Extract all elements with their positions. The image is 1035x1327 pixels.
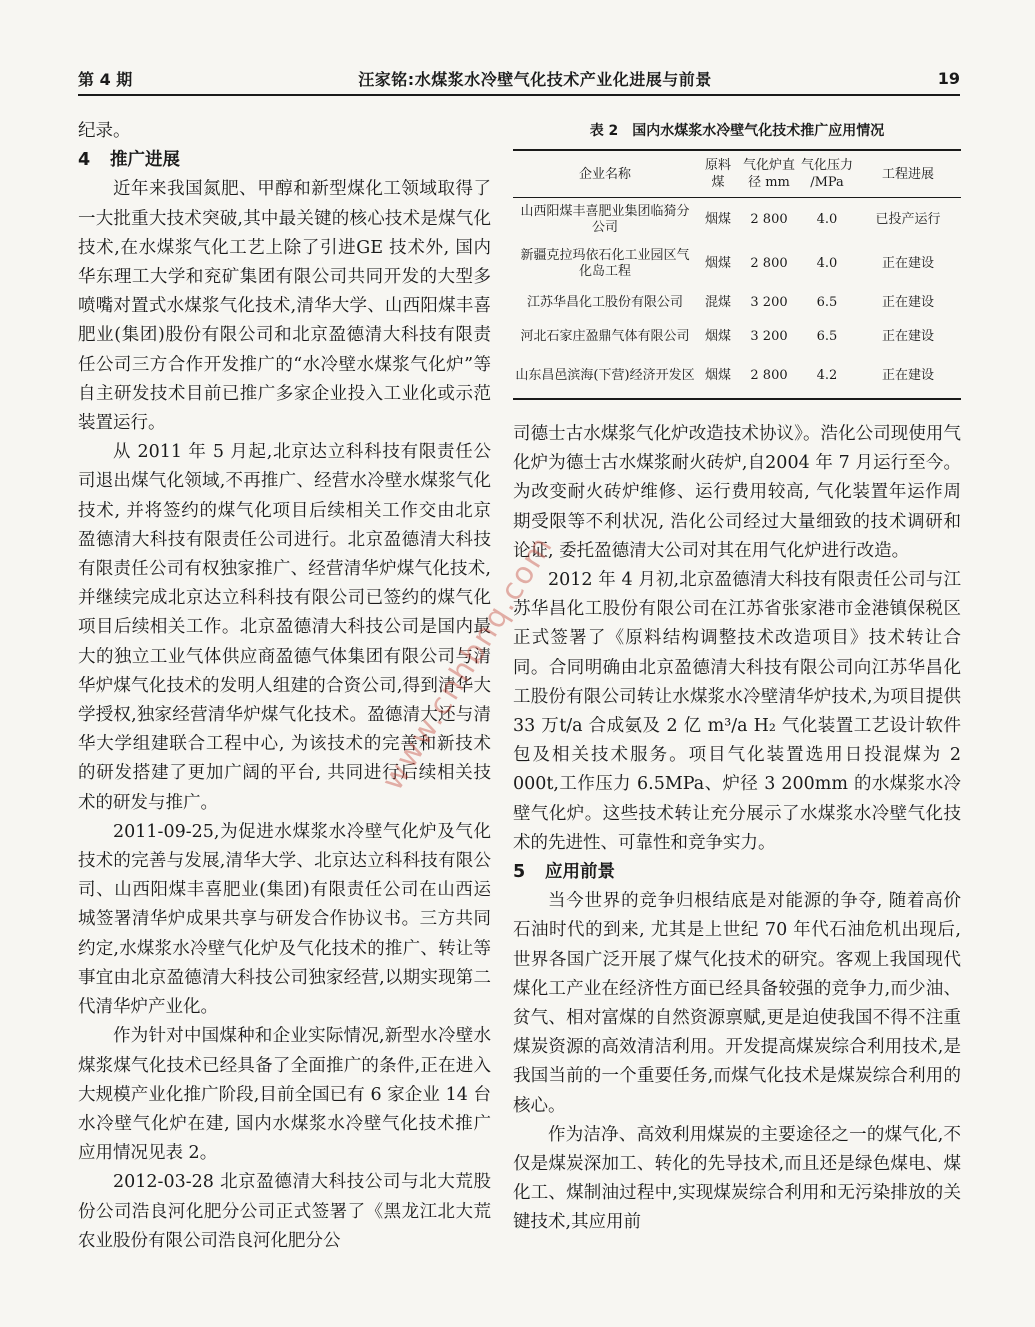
table-row — [513, 198, 961, 243]
left-column — [78, 117, 491, 1256]
cell-pressure: 6.5 — [816, 329, 838, 344]
cell-raw: 烟煤 — [704, 256, 731, 271]
page-header — [78, 62, 960, 96]
paragraph: 从 2011 年 5 月起,北京达立科科技有限责任公司退出煤气化领域,不再推广、经营水冷壁水煤浆气化技术, 并将签约的煤气化项目后续相关工作交由北京盈德清大科技有限责任公司进行。北京盈德清大科技有限责任公司有权独家推广、经营清华炉煤气化技术,并继续完成北京达立科科技有限公司已签约的煤气化项目后续相关工作。北京盈德清大科技公司是国内最大的独立工业气体供应商盈德气体集团有限公司与清华炉煤气化技术的发明人组建的合资公司,得到清华大学授权,独家经营清华炉煤气化技术。盈德清大还与清华大学组建联合工程中心, 为该技术的完善和新技术的研发搭建了更加广阔的平台, 共同进行后续相关技术的研发与推广。 — [78, 442, 491, 813]
cell-progress: 正在建设 — [881, 256, 934, 271]
paragraph: 2011-09-25,为促进水煤浆水冷壁气化炉及气化技术的完善与发展,清华大学、北京达立科科技有限公司、山西阳煤丰喜肥业(集团)有限责任公司在山西运城签署清华炉成果共享与研发合作协议书。三方共同约定,水煤浆水冷壁气化炉及气化技术的推广、转让等事宜由北京盈德清大科技公司独家经营,以期实现第二代清华炉产业化。 — [78, 821, 491, 1018]
header-diameter: 气化炉直径 mm — [739, 150, 799, 198]
cell-raw: 混煤 — [704, 295, 731, 310]
table-2 — [513, 117, 961, 400]
cell-raw: 烟煤 — [704, 329, 731, 344]
cell-progress: 正在建设 — [881, 295, 934, 310]
section-heading-4: 4 推广进展 — [78, 150, 180, 171]
header-progress: 工程进展 — [855, 150, 961, 198]
paragraph: 当今世界的竞争归根结底是对能源的争夺, 随着高价石油时代的到来, 尤其是上世纪 70 年代石油危机出现后,世界各国广泛开展了煤气化技术的研究。客观上我国现代煤化工产业在经济性方面已经具备较强的竞争力,而少油、贫气、相对富煤的自然资源禀赋,更是迫使我国不得不注重煤炭资源的高效清洁利用。开发提高煤炭综合利用技术,是我国当前的一个重要任务,而煤气化技术是煤炭综合利用的核心。 — [513, 891, 961, 1116]
cell-company: 山东昌邑滨海(下营)经济开发区 — [515, 368, 695, 383]
header-company: 企业名称 — [513, 150, 697, 198]
page-number: 19 — [937, 68, 960, 88]
cell-progress: 正在建设 — [881, 368, 934, 383]
cell-progress: 已投产运行 — [875, 212, 941, 227]
running-title: 汪家铭:水煤浆水冷壁气化技术产业化进展与前景 — [358, 69, 712, 89]
cell-diameter: 2 800 — [750, 368, 788, 383]
cell-diameter: 3 200 — [750, 295, 788, 310]
table-caption: 表 2 国内水煤浆水冷壁气化技术推广应用情况 — [589, 123, 885, 139]
paragraph: 作为洁净、高效利用煤炭的主要途径之一的煤气化,不仅是煤炭深加工、转化的先导技术,而且还是绿色煤电、煤化工、煤制油过程中,实现煤炭综合利用和无污染排放的关键技术,其应用前 — [513, 1124, 961, 1233]
header-pressure: 气化压力 /MPa — [799, 150, 855, 198]
table-row — [513, 354, 961, 399]
paragraph: 司德士古水煤浆气化炉改造技术协议》。浩化公司现使用气化炉为德士古水煤浆耐火砖炉,自2004 年 7 月运行至今。为改变耐火砖炉维修、运行费用较高, 气化装置年运作周期受限等不利状况, 浩化公司经过大量细致的技术调研和论证, 委托盈德清大公司对其在用气化炉进行改造。 — [513, 424, 961, 561]
right-column — [513, 420, 961, 1238]
paragraph: 2012 年 4 月初,北京盈德清大科技有限责任公司与江苏华昌化工股份有限公司在江苏省张家港市金港镇保税区正式签署了《原料结构调整技术改造项目》技术转让合同。合同明确由北京盈德清大科技有限公司向江苏华昌化工股份有限公司转让水煤浆水冷壁清华炉技术,为项目提供 33 万t/a 合成氨及 2 亿 m³/a H₂ 气化装置工艺设计软件包及相关技术服务。项目气化装置选用日投混煤为 2 000t,工作压力 6.5MPa、炉径 3 200mm 的水煤浆水冷壁气化炉。这些技术转让充分展示了水煤浆水冷壁气化技术的先进性、可靠性和竞争实力。 — [513, 570, 961, 853]
paragraph: 纪录。 — [78, 121, 131, 141]
cell-company: 江苏华昌化工股份有限公司 — [526, 295, 683, 310]
watermark: www.cnhbnq.com — [375, 529, 561, 797]
cell-pressure: 4.0 — [816, 212, 838, 227]
section-heading-5: 5 应用前景 — [513, 862, 615, 883]
table-row — [513, 286, 961, 320]
paragraph: 近年来我国氮肥、甲醇和新型煤化工领域取得了一大批重大技术突破,其中最关键的核心技术是煤气化技术,在水煤浆气化工艺上除了引进GE 技术外, 国内华东理工大学和兖矿集团有限公司共同开发的大型多喷嘴对置式水煤浆气化技术,清华大学、山西阳煤丰喜肥业(集团)股份有限公司和北京盈德清大科技有限责任公司三方合作开发推广的“水冷壁水煤浆气化炉”等自主研发技术目前已推广多家企业投入工业化或示范装置运行。 — [78, 179, 491, 434]
table-header-row — [513, 150, 961, 198]
header-raw-material: 原料煤 — [697, 150, 739, 198]
cell-diameter: 3 200 — [750, 329, 788, 344]
cell-pressure: 6.5 — [816, 295, 838, 310]
cell-company: 新疆克拉玛依石化工业园区气化岛工程 — [520, 248, 690, 279]
cell-pressure: 4.0 — [816, 256, 838, 271]
paragraph: 2012-03-28 北京盈德清大科技公司与北大荒股份公司浩良河化肥分公司正式签署了《黑龙江北大荒农业股份有限公司浩良河化肥分公 — [78, 1172, 491, 1251]
cell-progress: 正在建设 — [881, 329, 934, 344]
cell-raw: 烟煤 — [704, 368, 731, 383]
cell-diameter: 2 800 — [750, 212, 788, 227]
data-table — [513, 149, 961, 400]
cell-diameter: 2 800 — [750, 256, 788, 271]
cell-raw: 烟煤 — [704, 212, 731, 227]
paragraph: 作为针对中国煤种和企业实际情况,新型水冷壁水煤浆煤气化技术已经具备了全面推广的条件,正在进入大规模产业化推广阶段,目前全国已有 6 家企业 14 台水冷壁气化炉在建, 国内水煤浆水冷壁气化技术推广应用情况见表 2。 — [78, 1026, 491, 1164]
cell-company: 山西阳煤丰喜肥业集团临猗分公司 — [520, 204, 690, 235]
table-row — [513, 320, 961, 354]
cell-company: 河北石家庄盈鼎气体有限公司 — [520, 329, 690, 344]
issue-number: 第 4 期 — [78, 69, 133, 89]
cell-pressure: 4.2 — [816, 368, 838, 383]
table-row — [513, 242, 961, 286]
